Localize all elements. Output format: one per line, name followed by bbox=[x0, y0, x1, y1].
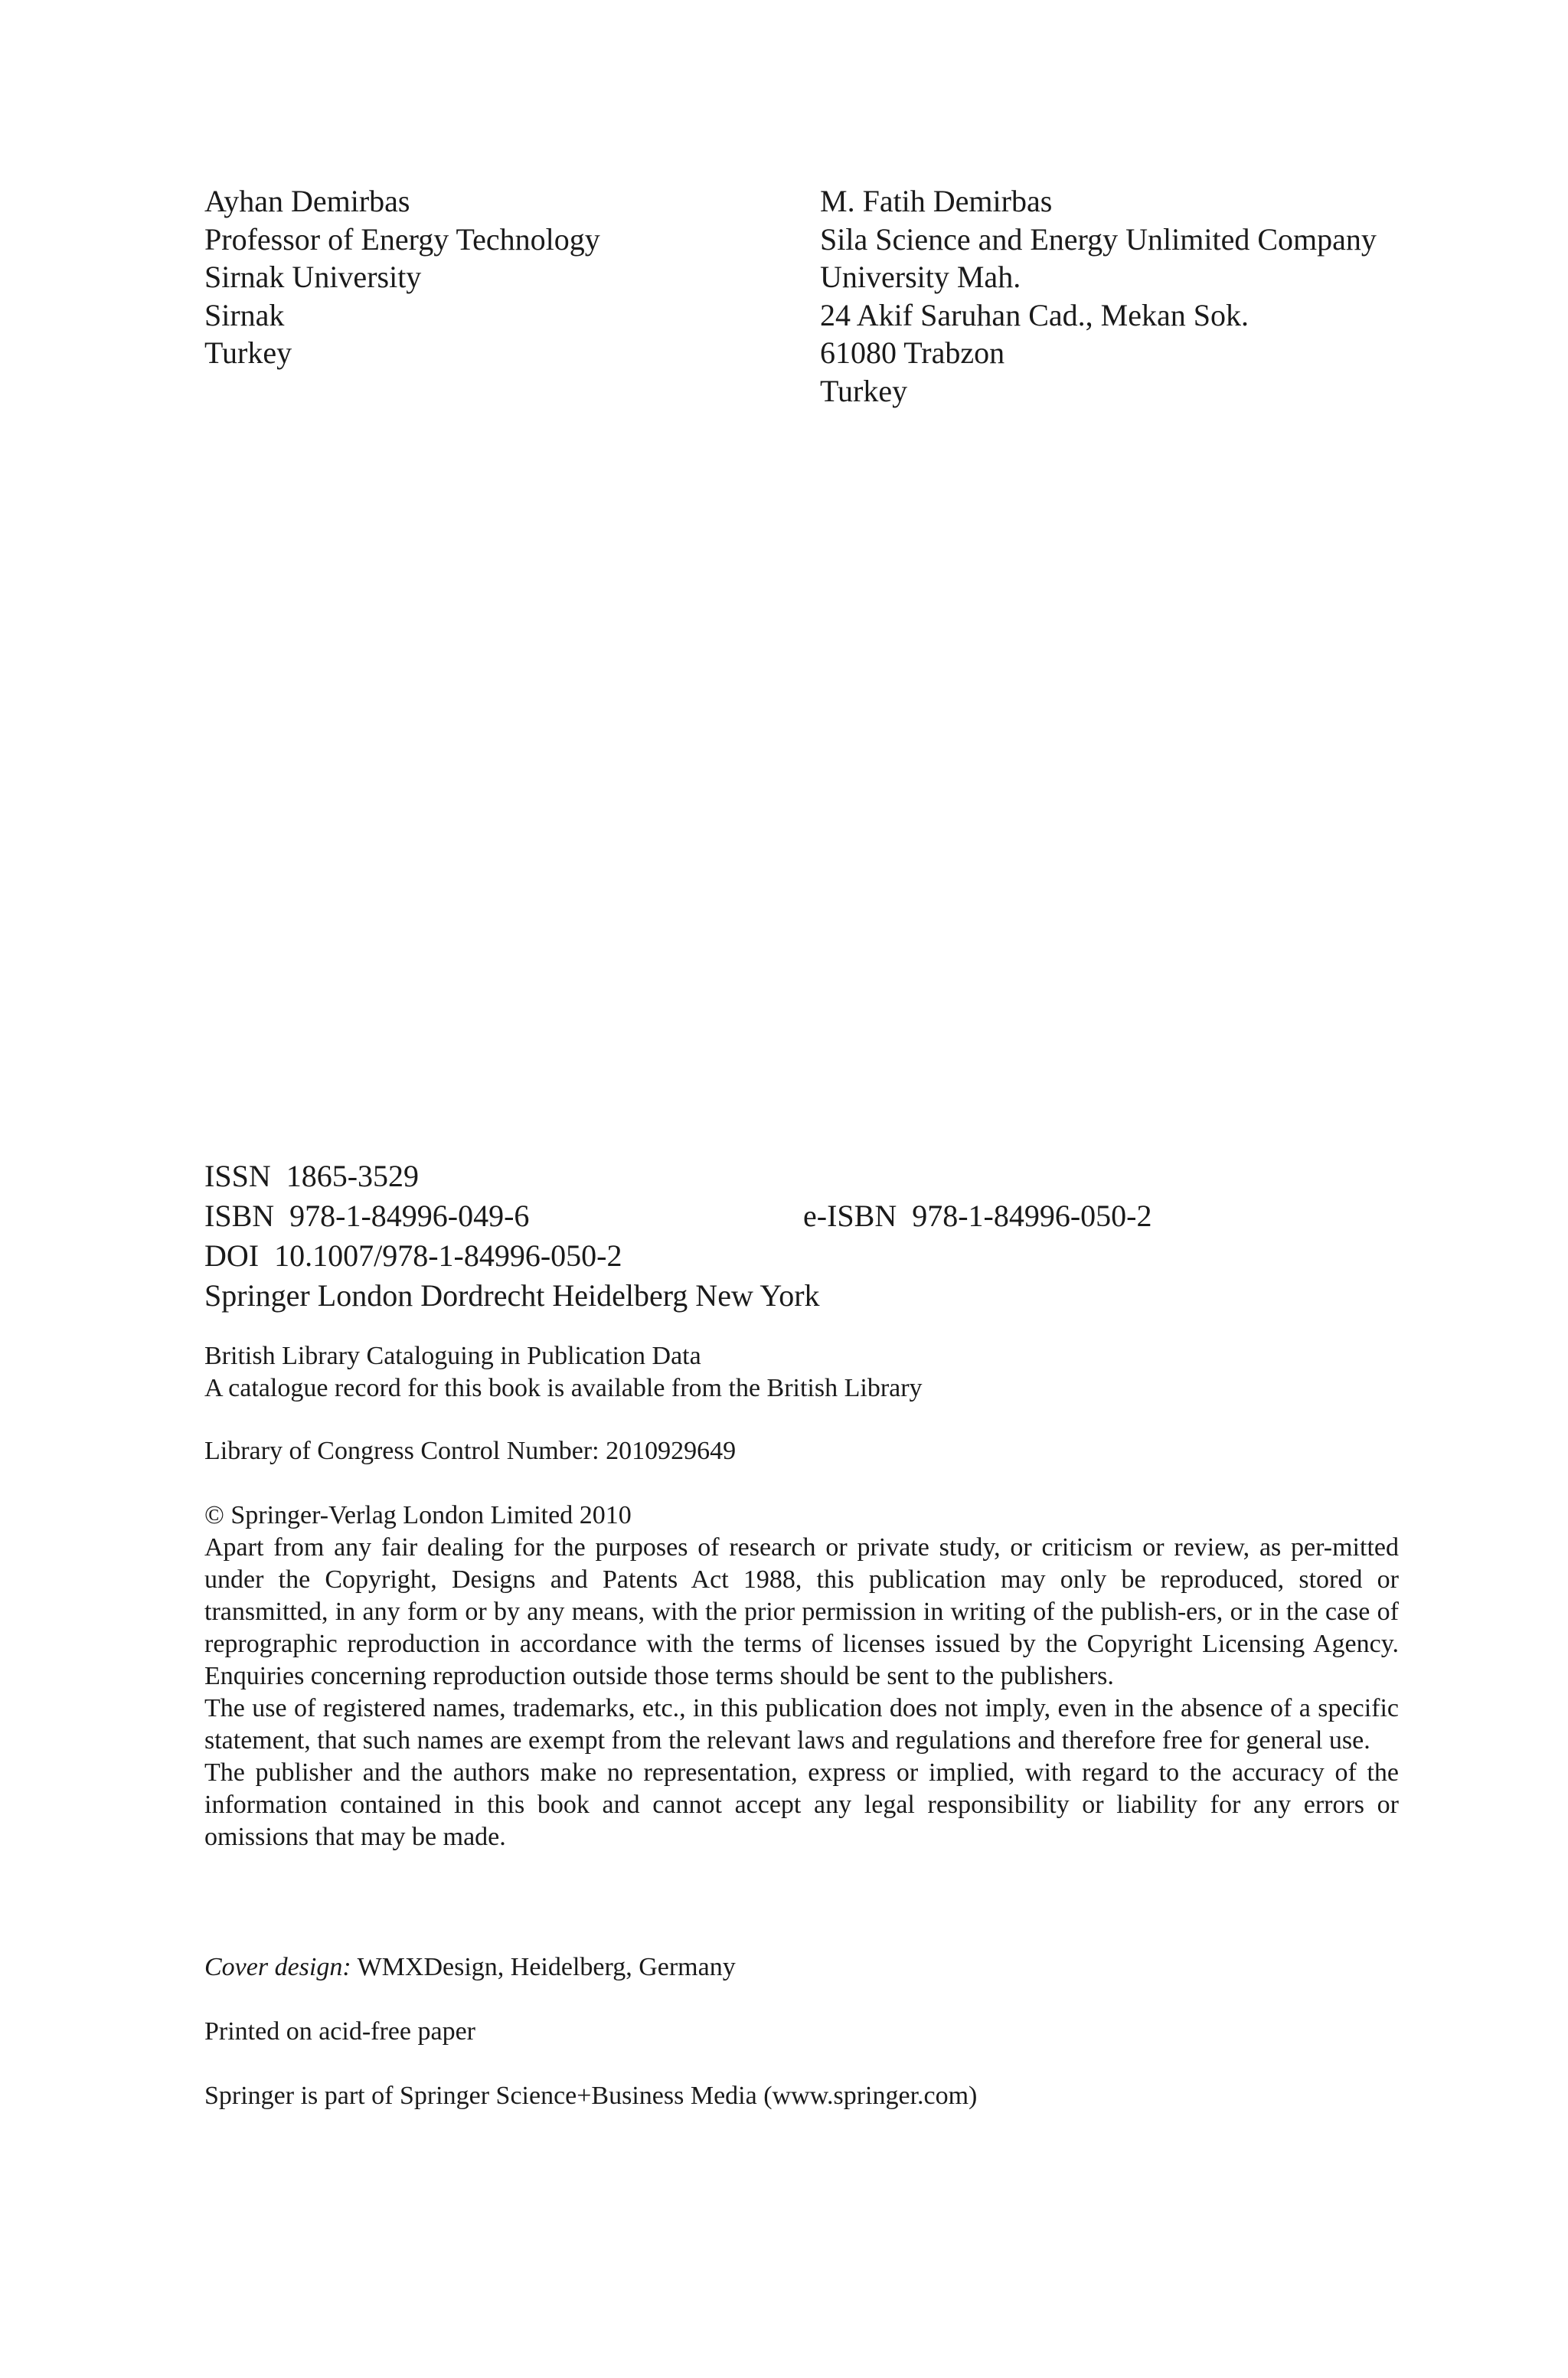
british-library-block bbox=[204, 1340, 923, 1405]
e-isbn: e-ISBN 978-1-84996-050-2 bbox=[803, 1199, 1152, 1233]
author-city: 61080 Trabzon bbox=[820, 335, 1005, 370]
cover-design-label: Cover design: bbox=[204, 1953, 351, 1981]
author-name: Ayhan Demirbas bbox=[204, 184, 410, 218]
printed-note: Printed on acid-free paper bbox=[204, 2017, 475, 2046]
author-city: Sirnak bbox=[204, 297, 285, 332]
publisher-cities: Springer London Dordrecht Heidelberg New York bbox=[204, 1278, 820, 1313]
library-of-congress: Library of Congress Control Number: 2010929649 bbox=[204, 1437, 737, 1465]
author-street-1: University Mah. bbox=[820, 260, 1021, 294]
issn: ISSN 1865-3529 bbox=[204, 1159, 420, 1193]
copyright-paragraph-3: The publisher and the authors make no representation, express or implied, with regard to the accuracy of the information contained in this book and cannot accept any legal responsibility or liability for any errors or omissions that may be made. bbox=[204, 1758, 1399, 1851]
copyright-paragraph-2: The use of registered names, trademarks, etc., in this publication does not imply, even in the absence of a specific statement, that such names are exempt from the relevant laws and regulations and therefore free for general use. bbox=[204, 1694, 1399, 1755]
author-title: Professor of Energy Technology bbox=[204, 221, 600, 257]
copyright-paragraph-1: Apart from any fair dealing for the purposes of research or private study, or criticism or review, as per-mitted under the Copyright, Designs and Patents Act 1988, this publication may only be reproduced, stored or transmitted, in any form or by any means, with the prior permission in writing of the publish-ers, or in the case of reprographic reproduction in accordance with the terms of licenses issued by the Copyright Licensing Agency. Enquiries concerning reproduction outside those terms should be sent to the publishers. bbox=[204, 1533, 1399, 1690]
bibliographic-identifiers bbox=[204, 1156, 1399, 1316]
author-country: Turkey bbox=[820, 373, 908, 408]
isbn: ISBN 978-1-84996-049-6 bbox=[204, 1199, 530, 1233]
cover-design-value: WMXDesign, Heidelberg, Germany bbox=[351, 1953, 736, 1981]
british-library-record: A catalogue record for this book is available from the British Library bbox=[204, 1374, 923, 1402]
copyright-notice: © Springer-Verlag London Limited 2010 bbox=[204, 1501, 632, 1529]
cover-design-credit bbox=[204, 1951, 736, 1984]
author-country: Turkey bbox=[204, 335, 292, 370]
author-institution: Sirnak University bbox=[204, 260, 422, 294]
british-library-heading: British Library Cataloguing in Publication Data bbox=[204, 1342, 701, 1370]
author-street-2: 24 Akif Saruhan Cad., Mekan Sok. bbox=[820, 297, 1249, 332]
copyright-block bbox=[204, 1500, 1399, 1853]
author-address-right bbox=[820, 182, 1377, 410]
author-address-left bbox=[204, 182, 600, 372]
issn-row bbox=[204, 1156, 1399, 1196]
publisher-cities-row bbox=[204, 1276, 1399, 1316]
isbn-row bbox=[204, 1196, 1399, 1236]
doi: DOI 10.1007/978-1-84996-050-2 bbox=[204, 1238, 622, 1273]
author-company: Sila Science and Energy Unlimited Company bbox=[820, 221, 1377, 257]
springer-note: Springer is part of Springer Science+Business Media (www.springer.com) bbox=[204, 2082, 978, 2110]
doi-row bbox=[204, 1236, 1399, 1276]
author-name: M. Fatih Demirbas bbox=[820, 184, 1053, 218]
